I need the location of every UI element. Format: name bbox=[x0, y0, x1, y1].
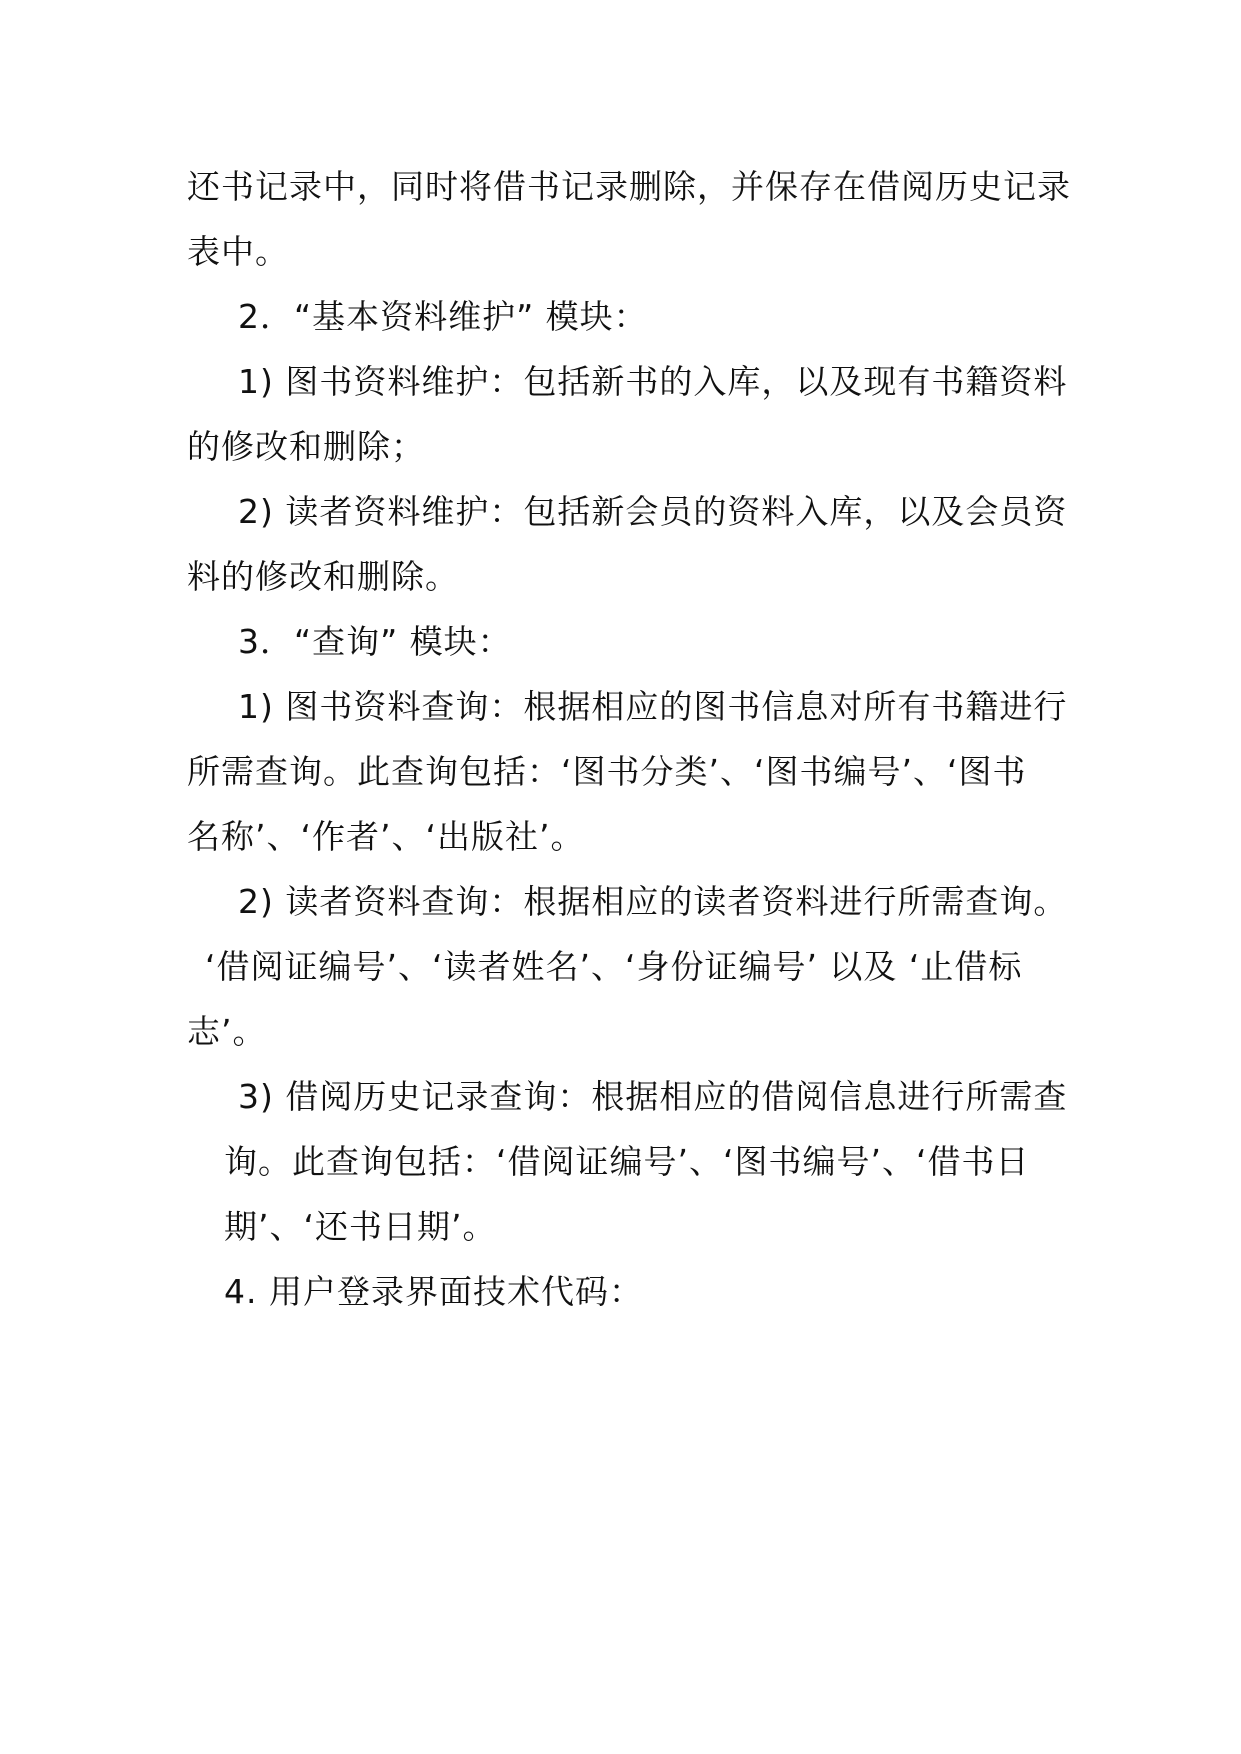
text-line-2: 表中。 bbox=[187, 232, 289, 271]
text-line-6: 2) 读者资料维护：包括新会员的资料入库，以及会员资 bbox=[238, 492, 1068, 531]
text-line-14: 志’。 bbox=[187, 1012, 267, 1051]
section-heading-login-code: 4. 用户登录界面技术代码： bbox=[224, 1272, 643, 1311]
section-heading-query: 3．“查询” 模块： bbox=[238, 622, 512, 661]
text-line-17: 期’、‘还书日期’。 bbox=[224, 1207, 497, 1246]
text-line-15: 3) 借阅历史记录查询：根据相应的借阅信息进行所需查 bbox=[238, 1077, 1068, 1116]
text-line-16: 询。此查询包括：‘借阅证编号’、‘图书编号’、‘借书日 bbox=[224, 1142, 1030, 1181]
text-line-11: 名称’、‘作者’、‘出版社’。 bbox=[187, 817, 585, 856]
text-line-7: 料的修改和删除。 bbox=[187, 557, 459, 596]
text-line-9: 1) 图书资料查询：根据相应的图书信息对所有书籍进行 bbox=[238, 687, 1068, 726]
text-line-5: 的修改和删除； bbox=[187, 427, 425, 466]
text-line-12: 2) 读者资料查询：根据相应的读者资料进行所需查询。 bbox=[238, 882, 1068, 921]
text-line-10: 所需查询。此查询包括：‘图书分类’、‘图书编号’、‘图书 bbox=[187, 752, 1027, 791]
text-line-4: 1) 图书资料维护：包括新书的入库，以及现有书籍资料 bbox=[238, 362, 1068, 401]
text-line-1: 还书记录中，同时将借书记录删除，并保存在借阅历史记录 bbox=[187, 167, 1071, 206]
text-line-13: ‘借阅证编号’、‘读者姓名’、‘身份证编号’ 以及 ‘止借标 bbox=[205, 947, 1023, 986]
section-heading-basic-data: 2．“基本资料维护” 模块： bbox=[238, 297, 648, 336]
